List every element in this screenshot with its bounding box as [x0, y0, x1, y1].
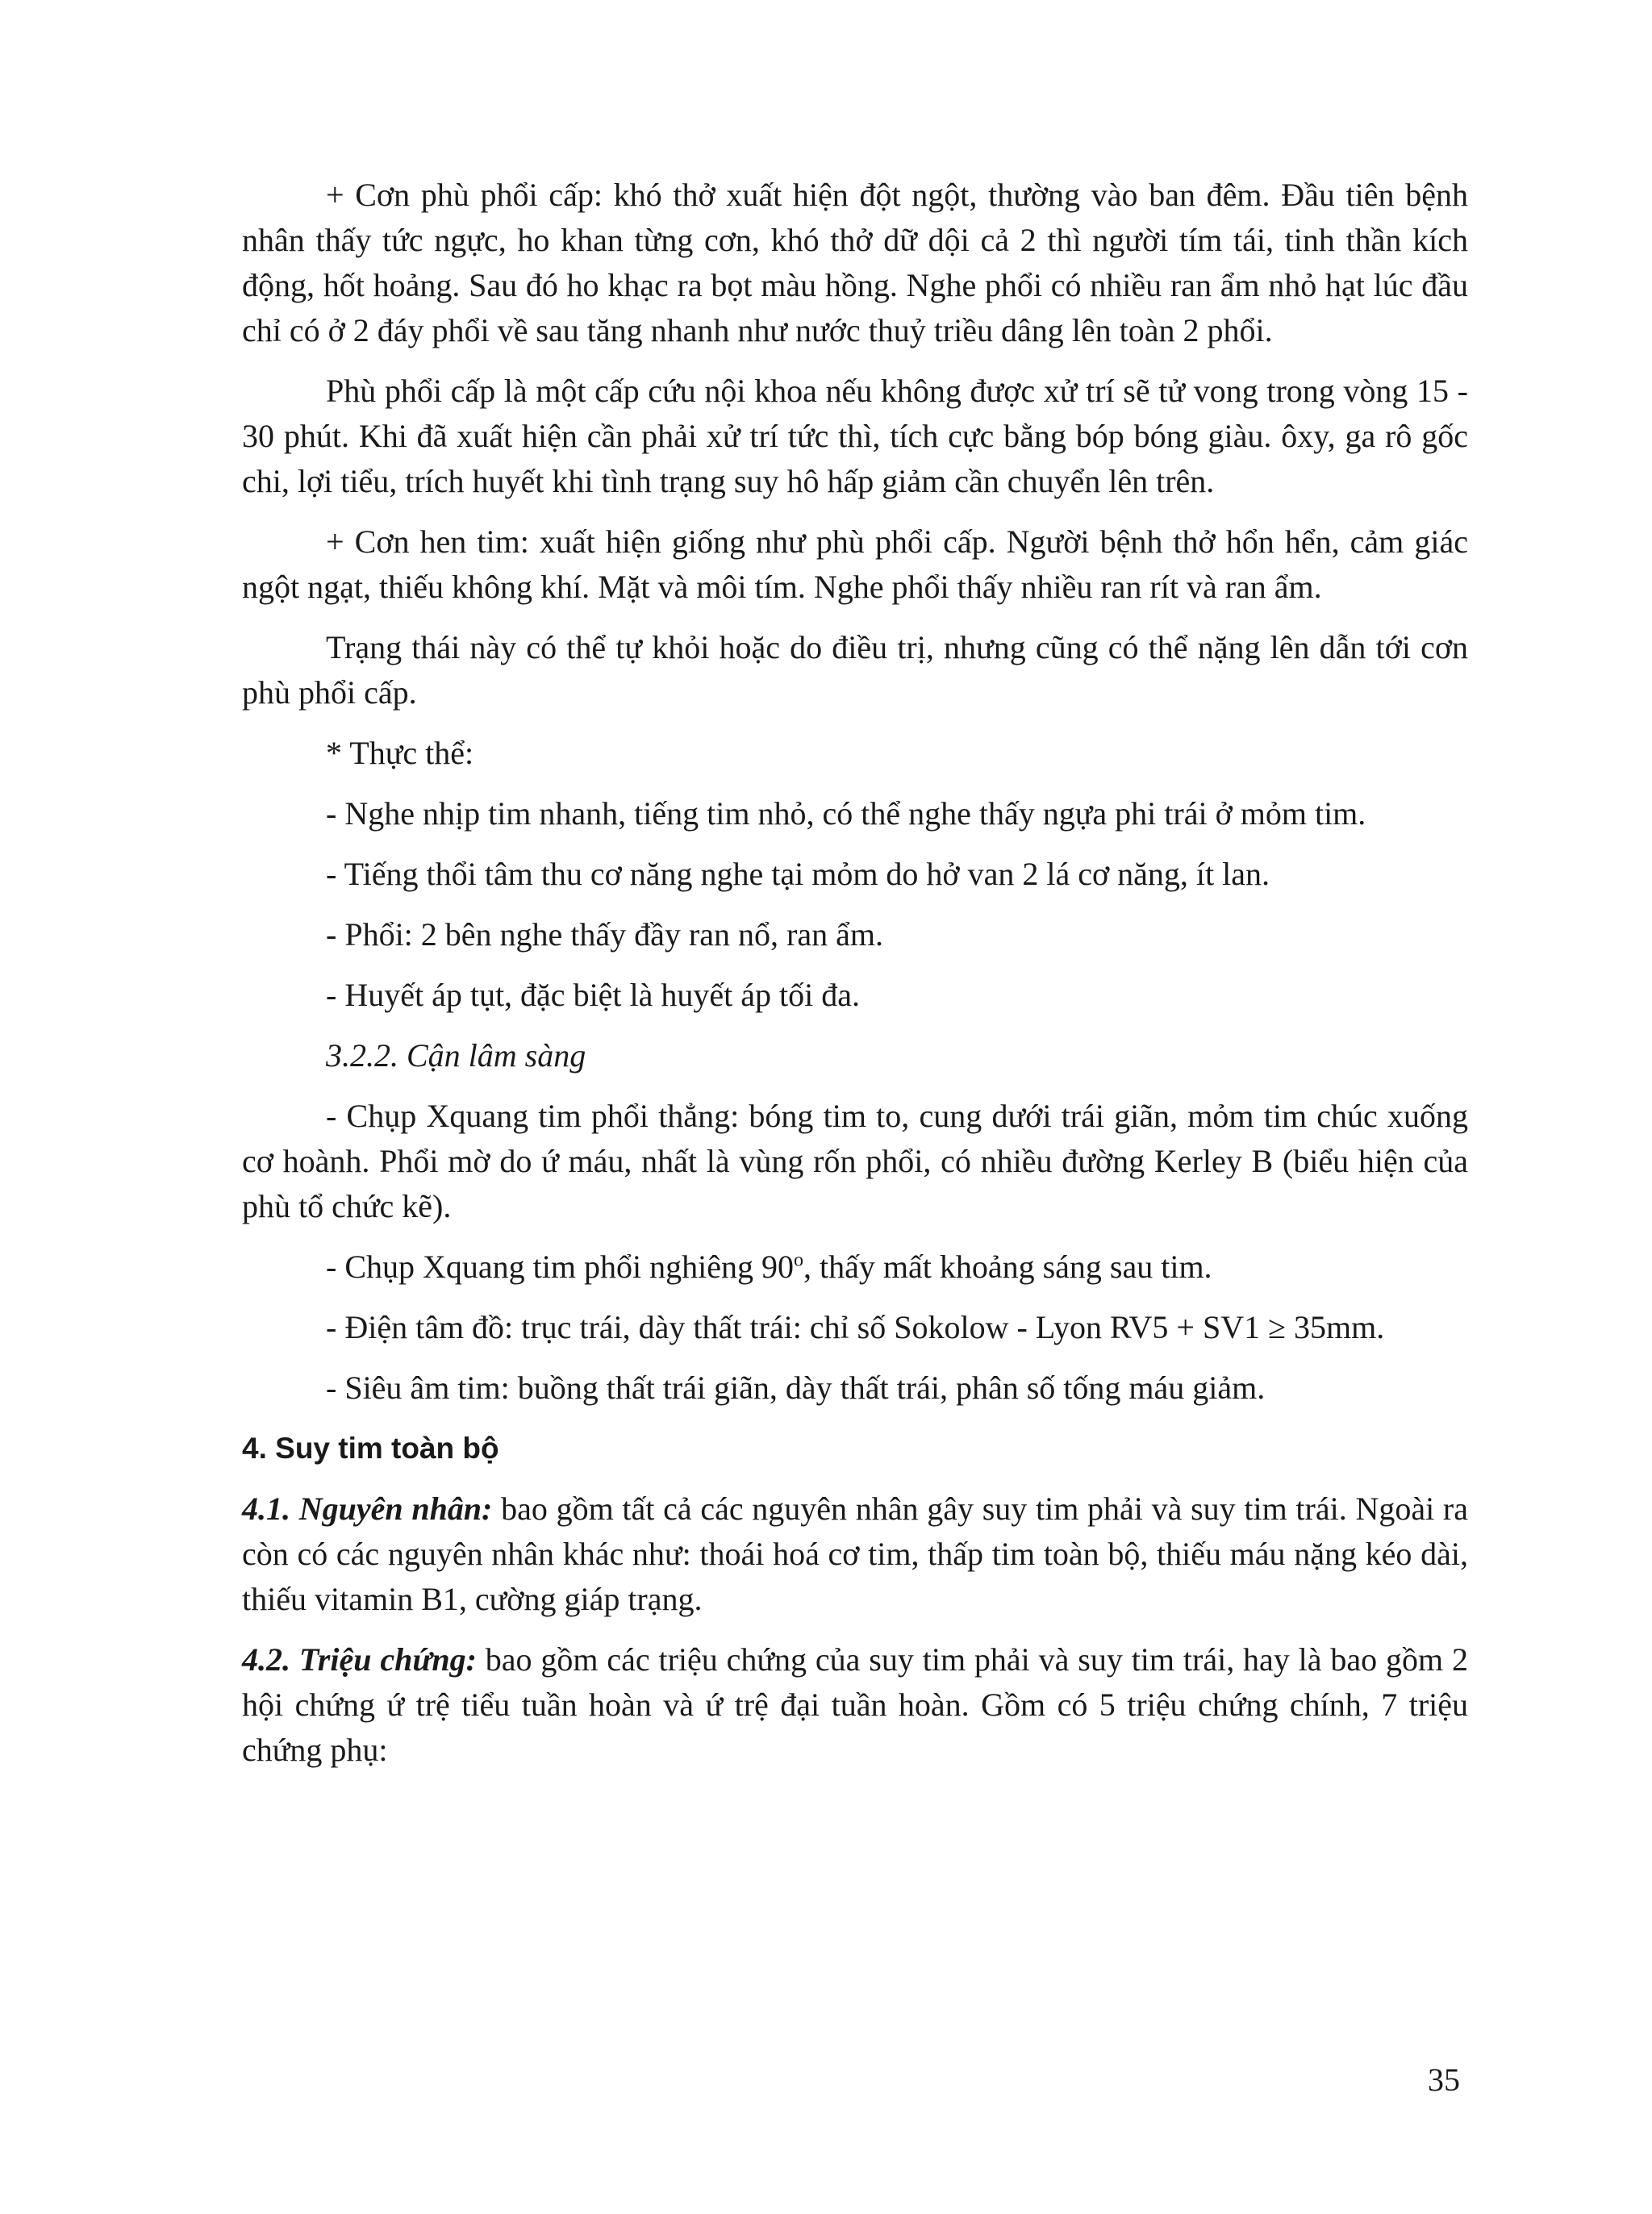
- paragraph-state-progression: Trạng thái này có thể tự khỏi hoặc do điều trị, nhưng cũng có thể nặng lên dẫn tới cơn phù phổi cấp.: [242, 629, 1468, 711]
- paragraph-physical-findings-title: * Thực thể:: [326, 735, 474, 771]
- symptoms-label: 4.2. Triệu chứng:: [242, 1641, 477, 1678]
- xray-lateral-text-end: , thấy mất khoảng sáng sau tim.: [803, 1249, 1212, 1285]
- paragraph-emergency-treatment: Phù phổi cấp là một cấp cứu nội khoa nếu không được xử trí sẽ tử vong trong vòng 15 - 30 phút. Khi đã xuất hiện cần phải xử trí tức thì, tích cực bằng bóp bóng giàu. ôxy, ga rô gốc chi, lợi tiểu, trích huyết khi tình trạng suy hô hấp giảm cần chuyển lên trên.: [242, 373, 1468, 499]
- causes-label: 4.1. Nguyên nhân:: [242, 1491, 493, 1527]
- paragraph-xray-lateral: [242, 1245, 1468, 1290]
- paragraph-blood-pressure: - Huyết áp tụt, đặc biệt là huyết áp tối đa.: [326, 977, 861, 1013]
- page-body: [242, 173, 1468, 1788]
- symptoms-text: bao gồm các triệu chứng của suy tim phải và suy tim trái, hay là bao gồm 2 hội chứng ứ trệ tiểu tuần hoàn và ứ trệ đại tuần hoàn. Gồm có 5 triệu chứng chính, 7 triệu chứng phụ:: [242, 1641, 1468, 1768]
- paragraph-symptoms: [242, 1637, 1468, 1773]
- paragraph-systolic-murmur: - Tiếng thổi tâm thu cơ năng nghe tại mỏm do hở van 2 lá cơ năng, ít lan.: [326, 856, 1270, 892]
- causes-text: bao gồm tất cả các nguyên nhân gây suy tim phải và suy tim trái. Ngoài ra còn có các nguyên nhân khác như: thoái hoá cơ tim, thấp tim toàn bộ, thiếu máu nặng kéo dài, thiếu vitamin B1, cường giáp trạng.: [242, 1491, 1468, 1617]
- degree-superscript: o: [793, 1249, 803, 1271]
- paragraph-cardiac-asthma: + Cơn hen tim: xuất hiện giống như phù phổi cấp. Người bệnh thở hổn hển, cảm giác ngột ngạt, thiếu không khí. Mặt và môi tím. Nghe phổi thấy nhiều ran rít và ran ẩm.: [242, 523, 1468, 605]
- section-heading-total-heart-failure: 4. Suy tim toàn bộ: [242, 1432, 499, 1465]
- paragraph-causes: [242, 1486, 1468, 1622]
- paragraph-heart-rate: - Nghe nhịp tim nhanh, tiếng tim nhỏ, có thể nghe thấy ngựa phi trái ở mỏm tim.: [326, 795, 1366, 832]
- xray-lateral-text: - Chụp Xquang tim phổi nghiêng 90: [326, 1249, 794, 1285]
- paragraph-echocardiogram: - Siêu âm tim: buồng thất trái giãn, dày thất trái, phân số tống máu giảm.: [326, 1370, 1266, 1406]
- subheading-paraclinical: 3.2.2. Cận lâm sàng: [326, 1037, 586, 1074]
- paragraph-lungs: - Phổi: 2 bên nghe thấy đầy ran nổ, ran ẩm.: [326, 916, 883, 953]
- paragraph-acute-pulmonary-edema: + Cơn phù phổi cấp: khó thở xuất hiện đột ngột, thường vào ban đêm. Đầu tiên bệnh nhân thấy tức ngực, ho khan từng cơn, khó thở dữ dội cả 2 thì người tím tái, tinh thần kích động, hốt hoảng. Sau đó ho khạc ra bọt màu hồng. Nghe phổi có nhiều ran ẩm nhỏ hạt lúc đầu chỉ có ở 2 đáy phổi về sau tăng nhanh như nước thuỷ triều dâng lên toàn 2 phổi.: [242, 177, 1468, 348]
- paragraph-ecg: - Điện tâm đồ: trục trái, dày thất trái: chỉ số Sokolow - Lyon RV5 + SV1 ≥ 35mm.: [326, 1309, 1385, 1345]
- page-number: 35: [1428, 2062, 1460, 2098]
- paragraph-xray-frontal: - Chụp Xquang tim phổi thẳng: bóng tim to, cung dưới trái giãn, mỏm tim chúc xuống cơ hoành. Phổi mờ do ứ máu, nhất là vùng rốn phổi, có nhiều đường Kerley B (biểu hiện của phù tổ chức kẽ).: [242, 1098, 1468, 1224]
